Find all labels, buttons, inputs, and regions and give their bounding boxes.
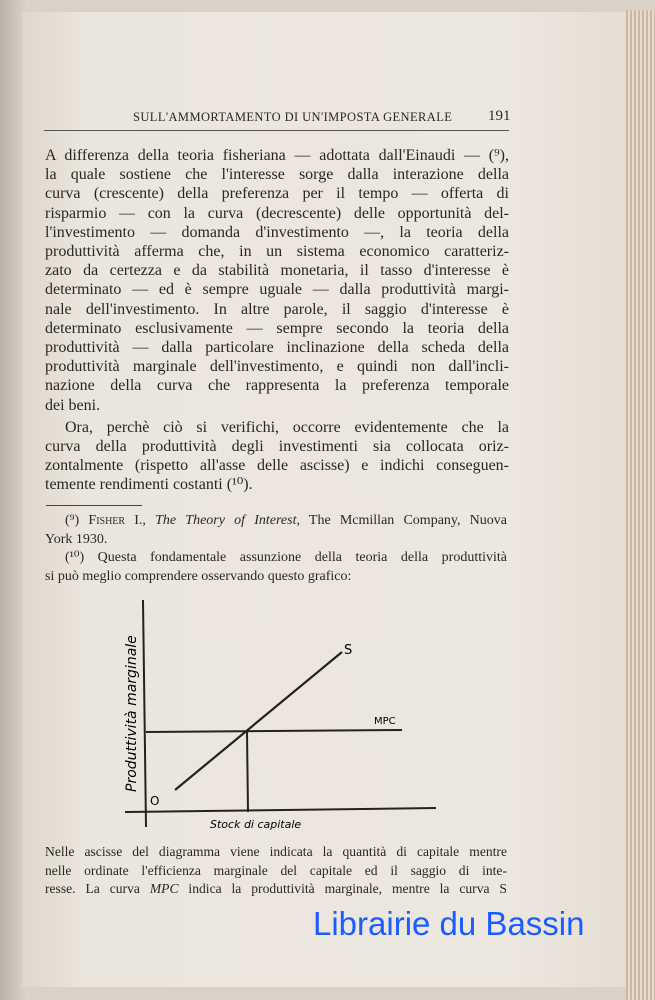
watermark: Librairie du Bassin [313,905,585,942]
text-line: dei beni. [45,396,101,414]
footnote-rule [46,505,142,506]
mpc-label: MPC [374,716,396,727]
y-axis [143,600,146,827]
caption-line: Nelle ascisse del diagramma viene indicata la quantità di capitale mentre [45,844,507,859]
x-axis [125,808,436,812]
text-line: la quale sostiene che l'interesse sorge dalla interazione della [45,166,509,184]
mpc-line [146,730,402,732]
text-line: nale dell'investimento. In altre parole, il saggio d'interesse è [45,300,509,318]
y-axis-label: Produttività marginale [124,635,140,792]
footnote-10: (¹⁰) Questa fondamentale assunzione della teoria della produttività [65,550,507,565]
origin-label: O [150,794,160,808]
s-line [175,652,342,790]
text-line: A differenza della teoria fisheriana — adottata dall'Einaudi — (⁹), [45,147,509,164]
text-line: produttività — dalla particolare inclinazione della scheda della [45,339,509,357]
text-line: determinato esclusivamente — sempre secondo la teoria della [45,319,509,337]
text-line: nazione della curva che rappresenta la preferenza temporale [45,377,509,395]
body-text [45,146,509,495]
caption-line: resse. La curva MPC indica la produttività marginale, mentre la curva S [45,881,507,896]
text-line: curva (crescente) della preferenza per il tempo — offerta di [45,185,509,203]
caption-line: nelle ordinate l'efficienza marginale del capitale ed il saggio di inte- [45,862,507,878]
text-line: curva della produttività degli investimenti sia collocata oriz- [45,438,509,456]
footnote-9: (⁹) Fisher I., The Theory of Interest, The Mcmillan Company, Nuova [65,513,508,528]
page-stack-edge [626,10,655,1000]
header-rule [44,130,509,131]
x-axis-label: Stock di capitale [210,818,302,831]
text-line: produttività afferma che, in un sistema economico caratteriz- [45,243,509,261]
productivity-graph [110,592,450,832]
text-line: Ora, perchè ciò si verifichi, occorre evidentemente che la [65,418,509,436]
text-line: zato da certezza e da stabilità monetaria, il tasso d'interesse è [45,262,509,280]
text-line: temente rendimenti costanti (¹⁰). [45,476,253,494]
text-line: risparmio — con la curva (decrescente) delle opportunità del- [45,204,509,222]
graph-caption [45,843,507,899]
text-line: produttività marginale dell'investimento, e quindi non dall'incli- [45,358,509,376]
text-line: l'investimento — domanda d'investimento —, la teoria della [45,223,509,241]
page-number: 191 [488,108,511,124]
footnote-10-cont: si può meglio comprendere osservando questo grafico: [45,568,352,584]
s-label: S [344,643,353,658]
drop-line [247,732,248,812]
text-line: zontalmente (rispetto all'asse delle ascisse) e indichi conseguen- [45,457,509,475]
footnote-9-cont: York 1930. [45,531,108,547]
text-line: determinato — ed è sempre uguale — dalla produttività margi- [45,281,509,299]
footnotes [45,512,507,586]
running-title: SULL'AMMORTAMENTO DI UN'IMPOSTA GENERALE [133,110,453,124]
